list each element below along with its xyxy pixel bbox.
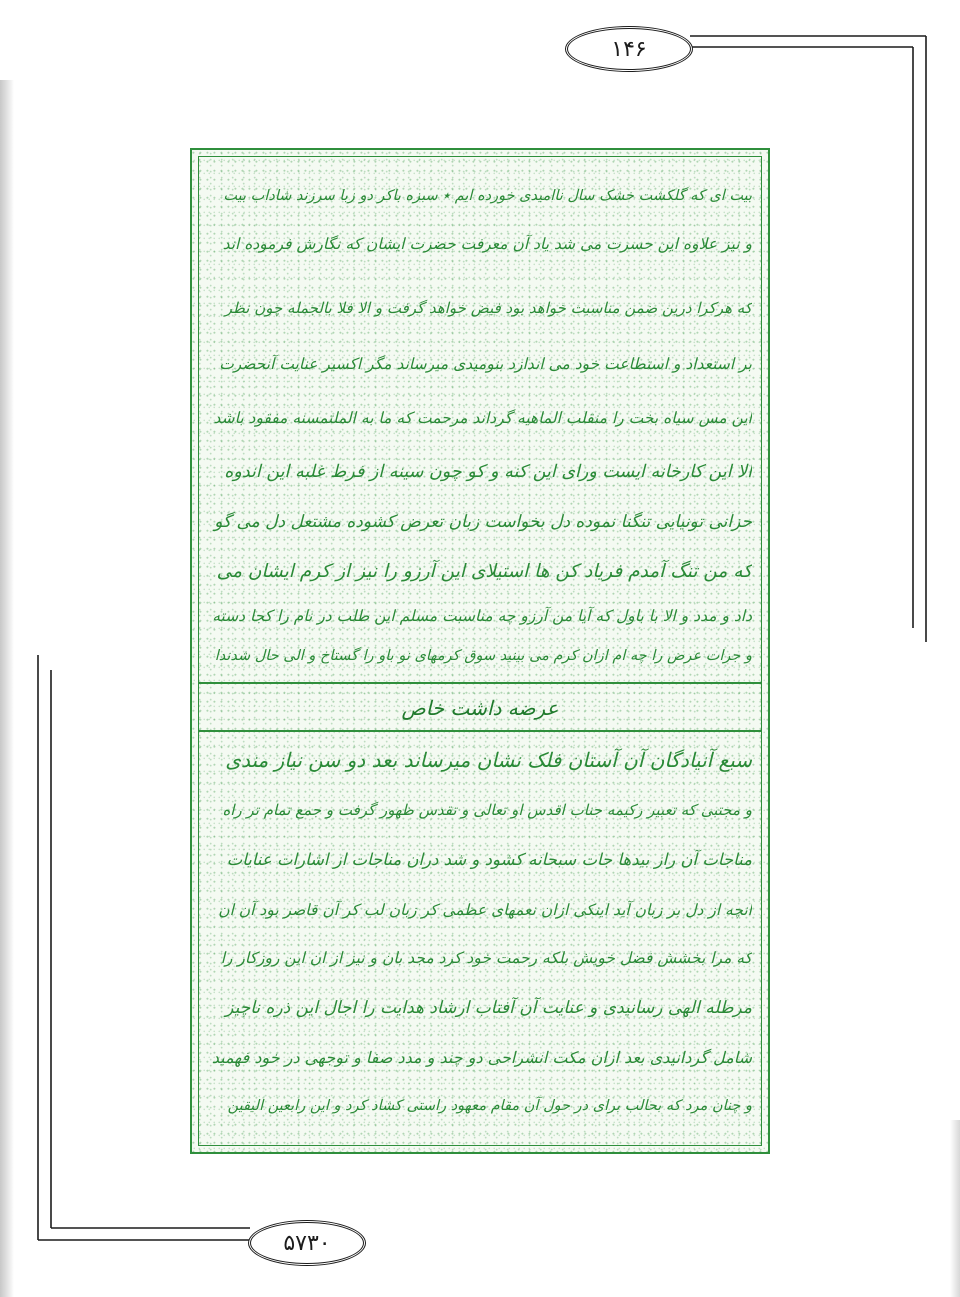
manuscript-line: مرطله الهی رسانیدی و عنایت آن آفتاب ارشاد هدایت را اجال این ذره ناچیز xyxy=(225,998,752,1018)
manuscript-line: این مس سیاه بخت را منقلب الماهیه گرداند مرحمت که ما به الملتمسنه مفقود باشد xyxy=(213,409,752,427)
manuscript-line: و چنان مرد که بحالب برای در حول آن مقام معهود راستی کشاد کرد و این رابعین الیقین xyxy=(227,1098,752,1114)
manuscript-line: که هرکرا درین ضمن مناسبت خواهد بود فیض خواهد گرفت و الا فلا بالجمله چون نظر xyxy=(224,299,752,317)
manuscript-line: سبع آنیادگان آن آستان فلک نشان میرساند بعد دو سن نیاز مندی xyxy=(225,748,752,772)
manuscript-line: الا این کارخانه ایست ورای این کنه و کو چون سینه از فرط غلبه این اندوه xyxy=(224,462,752,482)
manuscript-line: شامل گردانیدی بعد ازان مکت انشراحی دو چند و مدد صفا و توجهی در خود فهمید xyxy=(212,1048,752,1067)
section-heading: عرضه داشت خاص xyxy=(401,696,559,720)
manuscript-line: انچه از دل بر زبان آید اینکی ازان نعمهای عظمی کر زبان لب کر آن قاصر بود آن ان xyxy=(218,901,752,919)
manuscript-line: که مرا بخشش فضل خویش بلکه رحمت خود کرد مجد بان و نیز از ان این روزکار را xyxy=(220,949,752,967)
manuscript-line: بیت ای که گلکشت خشک سال ناامیدی خورده ایم ٭ سبزه باکر دو زبا سرزند شاداب بیت xyxy=(223,188,752,204)
manuscript-line: حزانی تونیایی تنگنا نموده دل بخواست زبان تعرض کشوده مشتعل دل می گو xyxy=(214,512,752,532)
heading-rule-bottom xyxy=(198,730,762,732)
page-number-bottom: ۵۷۳۰ xyxy=(248,1220,366,1266)
manuscript-line: و مجتبی که تعبیر رکیمه جناب اقدس او تعالی و تقدس ظهور گرفت و جمع تمام تر راه xyxy=(222,801,752,819)
manuscript-line: که من تنگ آمدم فریاد کن ها استیلای این آرزو را نیز از کرم ایشان می xyxy=(216,561,752,582)
manuscript-line: داد و مدد و الا با باول که آیا من آرزو چه مناسبت مسلم این طلب در نام را کجا دسته xyxy=(212,607,752,625)
page-number-top: ۱۴۶ xyxy=(565,26,693,72)
heading-rule-top xyxy=(198,682,762,684)
manuscript-line: و نیز علاوه این حسرت می شد یاد آن معرفت حضرت ایشان که نگارش فرموده اند xyxy=(222,235,752,253)
manuscript-line: و جرات عرض را چه ام ازان کرم می بینید سوق کرمهای نو باو را گستاخ و الی حال شدندا xyxy=(214,648,752,664)
manuscript-line: بر استعداد و استطاعت خود می اندازد بنومیدی میرساند مگر اکسیر عنایت آنحضرت xyxy=(219,355,752,373)
manuscript-line: مناجات آن راز بیدها جات سبحانه کشود و شد دران مناجات از اشارات عنایات xyxy=(226,850,752,869)
